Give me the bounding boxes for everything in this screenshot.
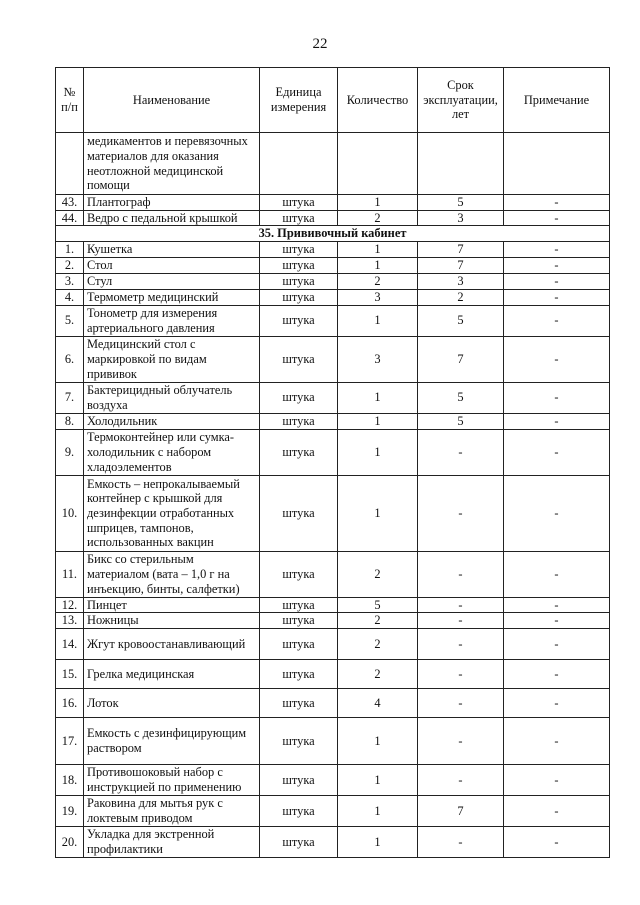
row-term: - xyxy=(418,597,504,613)
row-note: - xyxy=(504,429,610,475)
row-name: Емкость с дезинфицирующим раствором xyxy=(84,717,260,764)
table-row xyxy=(56,382,610,413)
row-note: - xyxy=(504,336,610,382)
row-unit: штука xyxy=(260,241,338,257)
row-term: - xyxy=(418,551,504,597)
row-unit xyxy=(260,133,338,195)
row-name: Стол xyxy=(84,257,260,273)
row-unit: штука xyxy=(260,764,338,795)
row-number xyxy=(56,133,84,195)
section-row xyxy=(56,226,610,242)
row-number: 6. xyxy=(56,336,84,382)
row-quantity: 3 xyxy=(338,336,418,382)
table-row xyxy=(56,613,610,629)
table-row xyxy=(56,597,610,613)
table-row xyxy=(56,659,610,688)
row-note: - xyxy=(504,413,610,429)
row-number: 2. xyxy=(56,257,84,273)
row-unit: штука xyxy=(260,429,338,475)
table-row xyxy=(56,795,610,826)
row-quantity: 1 xyxy=(338,382,418,413)
row-number: 11. xyxy=(56,551,84,597)
row-number: 12. xyxy=(56,597,84,613)
row-name: медикаментов и перевязочных материалов для оказания неотложной медицинской помощи xyxy=(84,133,260,195)
row-name: Бактерицидный облучатель воздуха xyxy=(84,382,260,413)
row-number: 3. xyxy=(56,273,84,289)
table-row xyxy=(56,195,610,211)
row-quantity: 4 xyxy=(338,688,418,717)
equipment-table xyxy=(55,67,610,858)
row-term: - xyxy=(418,659,504,688)
row-quantity: 3 xyxy=(338,289,418,305)
row-term: 3 xyxy=(418,273,504,289)
section-title: 35. Прививочный кабинет xyxy=(56,226,610,242)
row-quantity: 1 xyxy=(338,305,418,336)
row-name: Бикс со стерильным материалом (вата – 1,0 г на инъекцию, бинты, салфетки) xyxy=(84,551,260,597)
row-quantity: 1 xyxy=(338,429,418,475)
row-note: - xyxy=(504,273,610,289)
continuation-row xyxy=(56,133,610,195)
row-quantity: 1 xyxy=(338,717,418,764)
row-name: Медицинский стол с маркировкой по видам прививок xyxy=(84,336,260,382)
row-term: 3 xyxy=(418,210,504,226)
row-note: - xyxy=(504,628,610,659)
row-name: Термоконтейнер или сумка-холодильник с набором хладоэлементов xyxy=(84,429,260,475)
row-number: 20. xyxy=(56,826,84,857)
row-number: 19. xyxy=(56,795,84,826)
row-name: Жгут кровоостанавливающий xyxy=(84,628,260,659)
row-term: - xyxy=(418,826,504,857)
table-row xyxy=(56,241,610,257)
row-note: - xyxy=(504,613,610,629)
row-unit: штука xyxy=(260,413,338,429)
row-number: 7. xyxy=(56,382,84,413)
row-name: Раковина для мытья рук с локтевым приводом xyxy=(84,795,260,826)
row-quantity: 2 xyxy=(338,210,418,226)
row-unit: штука xyxy=(260,628,338,659)
row-note: - xyxy=(504,551,610,597)
table-row xyxy=(56,273,610,289)
row-unit: штука xyxy=(260,475,338,551)
row-unit: штука xyxy=(260,613,338,629)
row-name: Ножницы xyxy=(84,613,260,629)
row-number: 13. xyxy=(56,613,84,629)
row-name: Емкость – непрокалываемый контейнер с крышкой для дезинфекции отработанных шприцев, тампонов, использованных вакцин xyxy=(84,475,260,551)
row-number: 17. xyxy=(56,717,84,764)
row-number: 4. xyxy=(56,289,84,305)
table-row xyxy=(56,336,610,382)
row-unit: штука xyxy=(260,795,338,826)
row-term: 5 xyxy=(418,413,504,429)
row-name: Тонометр для измерения артериального давления xyxy=(84,305,260,336)
row-number: 15. xyxy=(56,659,84,688)
row-term xyxy=(418,133,504,195)
table-row xyxy=(56,210,610,226)
row-note: - xyxy=(504,210,610,226)
row-quantity: 1 xyxy=(338,195,418,211)
table-row xyxy=(56,717,610,764)
table-row xyxy=(56,826,610,857)
row-quantity: 2 xyxy=(338,551,418,597)
row-quantity: 2 xyxy=(338,613,418,629)
row-name: Плантограф xyxy=(84,195,260,211)
col-header-term: Срок эксплуатации, лет xyxy=(418,68,504,133)
row-note: - xyxy=(504,382,610,413)
row-quantity: 1 xyxy=(338,795,418,826)
row-term: 7 xyxy=(418,336,504,382)
row-note: - xyxy=(504,241,610,257)
row-term: - xyxy=(418,429,504,475)
row-term: 5 xyxy=(418,195,504,211)
table-row xyxy=(56,764,610,795)
row-name: Термометр медицинский xyxy=(84,289,260,305)
row-unit: штука xyxy=(260,273,338,289)
table-header-row xyxy=(56,68,610,133)
row-number: 44. xyxy=(56,210,84,226)
row-term: 7 xyxy=(418,795,504,826)
row-note: - xyxy=(504,717,610,764)
row-number: 16. xyxy=(56,688,84,717)
row-quantity: 1 xyxy=(338,764,418,795)
col-header-quantity: Количество xyxy=(338,68,418,133)
row-number: 9. xyxy=(56,429,84,475)
table-row xyxy=(56,475,610,551)
row-term: - xyxy=(418,628,504,659)
row-quantity: 1 xyxy=(338,241,418,257)
row-note: - xyxy=(504,688,610,717)
row-quantity: 2 xyxy=(338,628,418,659)
table-row xyxy=(56,551,610,597)
row-note: - xyxy=(504,826,610,857)
row-unit: штука xyxy=(260,305,338,336)
table-row xyxy=(56,305,610,336)
row-note: - xyxy=(504,659,610,688)
row-name: Грелка медицинская xyxy=(84,659,260,688)
row-number: 18. xyxy=(56,764,84,795)
table-row xyxy=(56,413,610,429)
row-note: - xyxy=(504,475,610,551)
row-quantity: 1 xyxy=(338,826,418,857)
row-term: - xyxy=(418,764,504,795)
row-quantity: 5 xyxy=(338,597,418,613)
row-quantity: 2 xyxy=(338,273,418,289)
row-quantity: 1 xyxy=(338,413,418,429)
row-unit: штука xyxy=(260,289,338,305)
row-term: - xyxy=(418,475,504,551)
row-note: - xyxy=(504,195,610,211)
row-quantity: 2 xyxy=(338,659,418,688)
row-number: 5. xyxy=(56,305,84,336)
row-unit: штука xyxy=(260,551,338,597)
row-term: 5 xyxy=(418,305,504,336)
row-term: 7 xyxy=(418,257,504,273)
row-name: Пинцет xyxy=(84,597,260,613)
row-name: Кушетка xyxy=(84,241,260,257)
row-quantity xyxy=(338,133,418,195)
table-row xyxy=(56,429,610,475)
row-unit: штука xyxy=(260,717,338,764)
row-note: - xyxy=(504,257,610,273)
row-term: 5 xyxy=(418,382,504,413)
col-header-note: Примечание xyxy=(504,68,610,133)
row-unit: штука xyxy=(260,597,338,613)
row-unit: штука xyxy=(260,688,338,717)
row-term: - xyxy=(418,688,504,717)
row-note: - xyxy=(504,597,610,613)
col-header-unit: Единица измерения xyxy=(260,68,338,133)
row-name: Лоток xyxy=(84,688,260,717)
col-header-number: № п/п xyxy=(56,68,84,133)
table-row xyxy=(56,257,610,273)
row-note: - xyxy=(504,795,610,826)
row-unit: штука xyxy=(260,826,338,857)
row-note: - xyxy=(504,305,610,336)
row-number: 8. xyxy=(56,413,84,429)
row-note xyxy=(504,133,610,195)
row-term: - xyxy=(418,717,504,764)
table-row xyxy=(56,628,610,659)
row-unit: штука xyxy=(260,257,338,273)
row-note: - xyxy=(504,764,610,795)
row-term: 7 xyxy=(418,241,504,257)
table-row xyxy=(56,688,610,717)
row-unit: штука xyxy=(260,382,338,413)
row-number: 1. xyxy=(56,241,84,257)
row-name: Укладка для экстренной профилактики xyxy=(84,826,260,857)
table-row xyxy=(56,289,610,305)
row-unit: штука xyxy=(260,659,338,688)
row-name: Противошоковый набор с инструкцией по применению xyxy=(84,764,260,795)
page-number: 22 xyxy=(312,36,328,52)
row-unit: штука xyxy=(260,195,338,211)
row-unit: штука xyxy=(260,336,338,382)
row-name: Стул xyxy=(84,273,260,289)
row-number: 10. xyxy=(56,475,84,551)
row-number: 14. xyxy=(56,628,84,659)
row-term: 2 xyxy=(418,289,504,305)
col-header-name: Наименование xyxy=(84,68,260,133)
row-quantity: 1 xyxy=(338,257,418,273)
row-note: - xyxy=(504,289,610,305)
row-unit: штука xyxy=(260,210,338,226)
row-quantity: 1 xyxy=(338,475,418,551)
row-number: 43. xyxy=(56,195,84,211)
row-term: - xyxy=(418,613,504,629)
row-name: Ведро с педальной крышкой xyxy=(84,210,260,226)
row-name: Холодильник xyxy=(84,413,260,429)
